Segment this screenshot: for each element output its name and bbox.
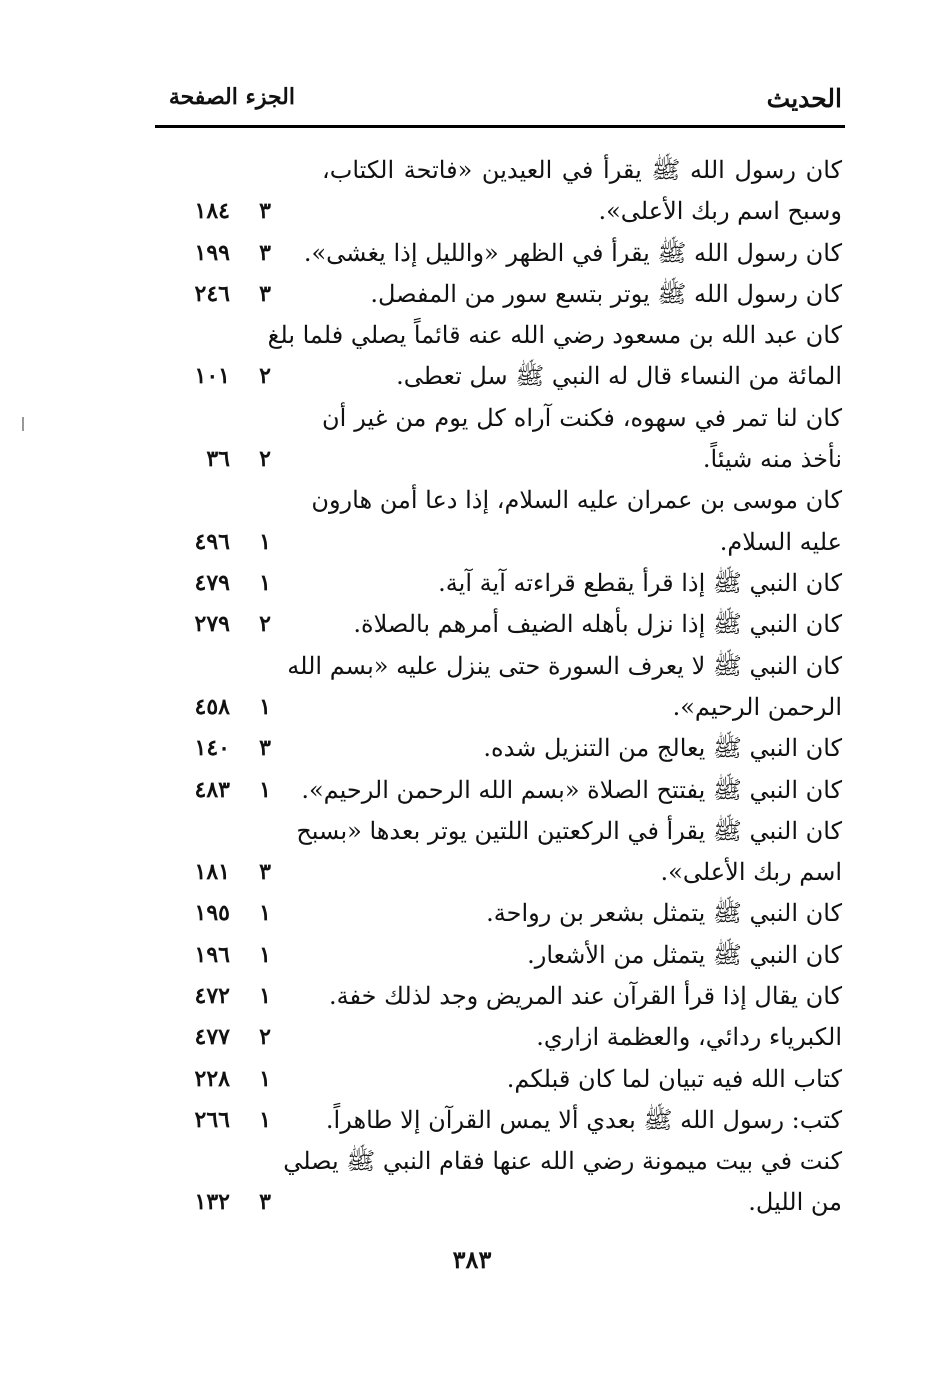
index-entry [0, 646, 944, 729]
volume-number: ١ [259, 528, 271, 555]
index-entry [0, 398, 944, 481]
page-number-cell: ٤٧٧ [194, 1024, 230, 1051]
page-number-cell: ١٨١ [194, 859, 230, 886]
index-entry [0, 563, 944, 604]
hadith-text-line: كان النبي ﷺ يتمثل من الأشعار. [527, 940, 842, 969]
hadith-text-line: عليه السلام. [719, 527, 842, 556]
page-number-cell: ٤٧٩ [194, 570, 230, 596]
hadith-text-line: وسبح اسم ربك الأعلى». [598, 197, 842, 226]
volume-page-column-header: الجزء الصفحة [168, 84, 295, 110]
page-number-cell: ١٤٠ [194, 735, 230, 762]
hadith-text-line: كان رسول الله ﷺ يقرأ في العيدين «فاتحة الكتاب، [322, 156, 842, 184]
hadith-text-line: كان النبي ﷺ يقرأ في الركعتين اللتين يوتر بعدها «بسبح [296, 816, 842, 845]
volume-number: ٢ [259, 1024, 271, 1051]
hadith-text-line: من الليل. [748, 1188, 842, 1217]
page-number-cell: ١٠١ [194, 363, 230, 390]
page-number-cell: ٢٢٨ [194, 1065, 230, 1092]
volume-number: ١ [259, 693, 271, 720]
hadith-text-line: كان النبي ﷺ يعالج من التنزيل شده. [483, 734, 842, 763]
hadith-text-line: كتب: رسول الله ﷺ بعدي ألا يمس القرآن إلا طاهراً. [325, 1105, 842, 1134]
volume-number: ٣ [259, 859, 271, 886]
volume-number: ٢ [259, 363, 271, 390]
hadith-text-line: كان النبي ﷺ إذا قرأ يقطع قراءته آية آية. [438, 569, 842, 597]
header-rule [155, 125, 845, 128]
page-number-cell: ١٩٥ [194, 900, 230, 927]
hadith-text-line: الرحمن الرحيم». [672, 692, 842, 721]
index-entry [0, 1017, 944, 1058]
hadith-text-line: كان النبي ﷺ لا يعرف السورة حتى ينزل عليه «بسم الله [287, 651, 842, 680]
page-number-cell: ٤٧٢ [194, 983, 230, 1009]
index-entry [0, 315, 944, 398]
page-number-cell: ٣٦ [206, 446, 230, 473]
hadith-text-line: كان لنا تمر في سهوه، فكنت آراه كل يوم من غير أن [322, 403, 842, 432]
hadith-text-line: كان النبي ﷺ إذا نزل بأهله الضيف أمرهم بالصلاة. [353, 610, 842, 639]
index-entry [0, 1141, 944, 1224]
volume-number: ١ [259, 900, 271, 927]
index-entry [0, 604, 944, 645]
volume-number: ٣ [259, 280, 271, 307]
index-entry [0, 480, 944, 563]
volume-number: ٢ [259, 611, 271, 638]
index-entry [0, 976, 944, 1017]
volume-number: ٣ [259, 198, 271, 225]
hadith-text-line: نأخذ منه شيئاً. [702, 445, 842, 474]
index-entry [0, 770, 944, 811]
index-entry [0, 893, 944, 934]
page-number-cell: ٤٨٣ [194, 776, 230, 803]
index-entry [0, 233, 944, 274]
hadith-text-line: كنت في بيت ميمونة رضي الله عنها فقام النبي ﷺ يصلي [283, 1147, 842, 1176]
index-entry [0, 811, 944, 894]
volume-number: ١ [259, 570, 271, 596]
page-number: ٣٨٣ [452, 1245, 492, 1274]
volume-number: ١ [259, 1106, 271, 1133]
page-number-cell: ٢٦٦ [194, 1106, 230, 1133]
volume-number: ٣ [259, 735, 271, 762]
index-entry [0, 150, 944, 233]
page-number-cell: ٤٥٨ [194, 693, 230, 720]
hadith-text-line: الكبرياء ردائي، والعظمة ازاري. [536, 1023, 842, 1052]
page-number-cell: ٢٤٦ [194, 280, 230, 307]
hadith-text-line: كان يقال إذا قرأ القرآن عند المريض وجد لذلك خفة. [329, 982, 842, 1010]
index-entry [0, 728, 944, 769]
hadith-text-line: كان النبي ﷺ يتمثل بشعر بن رواحة. [486, 899, 842, 928]
page-number-cell: ١٩٦ [194, 941, 230, 968]
hadith-text-line: كان رسول الله ﷺ يوتر بتسع سور من المفصل. [370, 279, 842, 308]
index-entry [0, 1100, 944, 1141]
volume-number: ١ [259, 776, 271, 803]
hadith-text-line: اسم ربك الأعلى». [660, 858, 842, 887]
hadith-text-line: كان موسى بن عمران عليه السلام، إذا دعا أمن هارون [311, 486, 842, 515]
index-entry [0, 935, 944, 976]
volume-number: ٣ [259, 239, 271, 266]
hadith-text-line: كان عبد الله بن مسعود رضي الله عنه قائماً يصلي فلما بلغ [267, 321, 842, 350]
page-number-cell: ١٣٢ [194, 1189, 230, 1216]
page-number-cell: ٤٩٦ [194, 528, 230, 555]
volume-number: ١ [259, 1065, 271, 1092]
page-number-cell: ١٨٤ [194, 198, 230, 225]
hadith-text-line: المائة من النساء قال له النبي ﷺ سل تعطى. [396, 362, 842, 391]
hadith-text-line: كان النبي ﷺ يفتتح الصلاة «بسم الله الرحمن الرحيم». [301, 775, 842, 804]
hadith-column-header: الحديث [766, 84, 842, 113]
volume-number: ١ [259, 983, 271, 1009]
hadith-text-line: كان رسول الله ﷺ يقرأ في الظهر «والليل إذا يغشى». [303, 238, 842, 267]
index-entry [0, 1059, 944, 1100]
volume-number: ١ [259, 941, 271, 968]
hadith-text-line: كتاب الله فيه تبيان لما كان قبلكم. [506, 1064, 842, 1093]
page-number-cell: ٢٧٩ [194, 611, 230, 638]
volume-number: ٣ [259, 1189, 271, 1216]
volume-number: ٢ [259, 446, 271, 473]
page-number-cell: ١٩٩ [194, 239, 230, 266]
index-entry [0, 274, 944, 315]
